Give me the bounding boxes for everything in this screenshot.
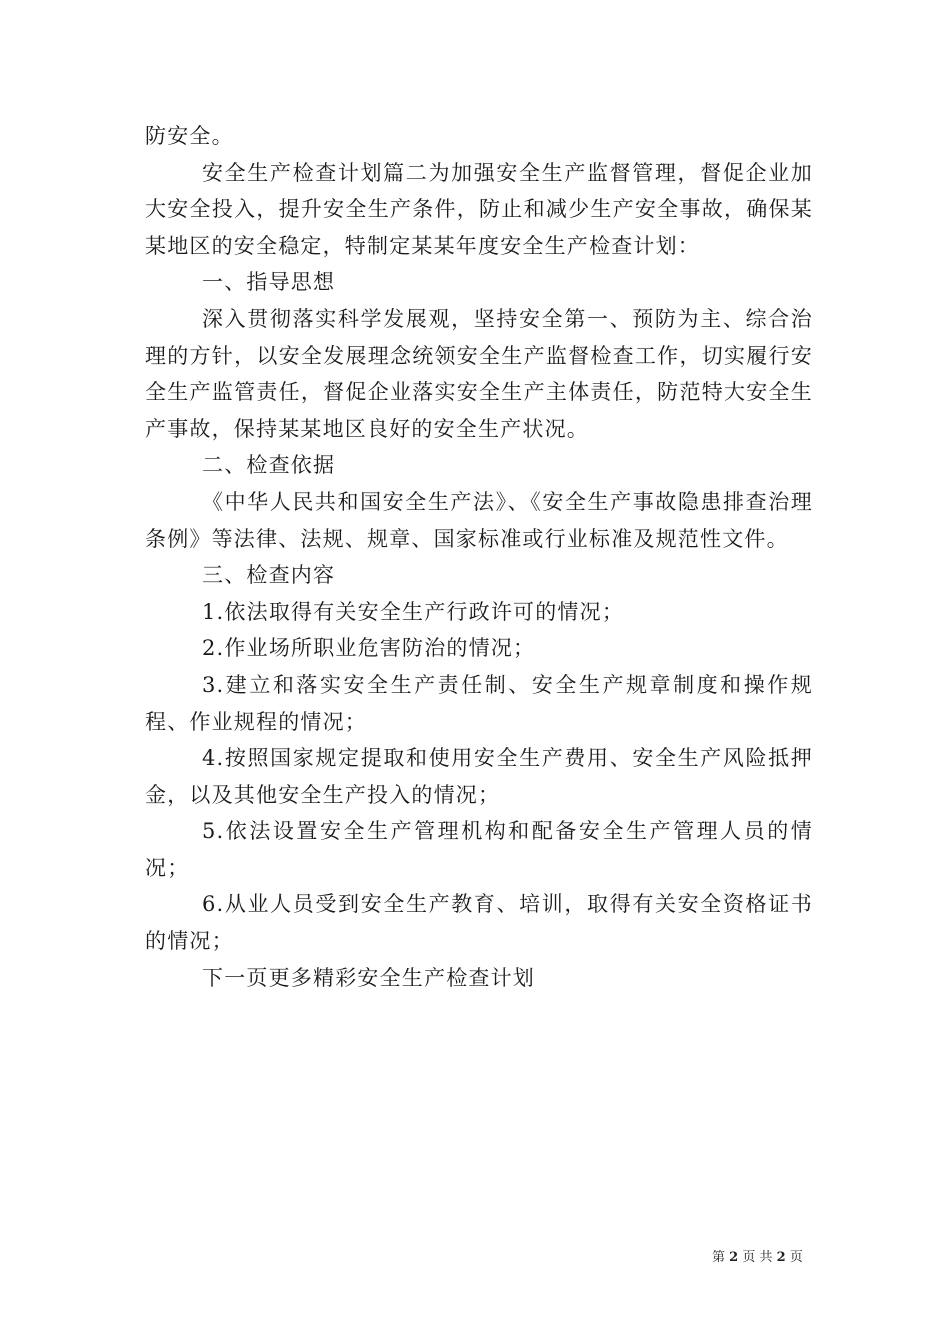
paragraph: 《中华人民共和国安全生产法》、《安全生产事故隐患排查治理条例》等法律、法规、规章、国家标准或行业标准及规范性文件。 (145, 489, 813, 551)
footer-middle: 页 共 (742, 1250, 773, 1265)
section-heading: 二、检查依据 (202, 453, 336, 478)
page-number-footer (712, 1246, 803, 1265)
paragraph: 深入贯彻落实科学发展观，坚持安全第一、预防为主、综合治理的方针，以安全发展理念统领安全生产监督检查工作，切实履行安全生产监管责任，督促企业落实安全生产主体责任，防范特大安全生产事故，保持某某地区良好的安全生产状况。 (145, 306, 813, 441)
document-body (145, 118, 813, 996)
section-heading: 一、指导思想 (202, 270, 336, 295)
list-item: 5.依法设置安全生产管理机构和配备安全生产管理人员的情况； (145, 819, 813, 880)
footer-prefix: 第 (712, 1250, 726, 1265)
list-item: 3.建立和落实安全生产责任制、安全生产规章制度和操作规程、作业规程的情况； (145, 672, 813, 734)
section-heading: 三、检查内容 (202, 563, 336, 588)
paragraph: 防安全。 (145, 124, 234, 148)
current-page-number: 2 (729, 1250, 739, 1265)
paragraph: 安全生产检查计划篇二为加强安全生产监督管理，督促企业加大安全投入，提升安全生产条件，防止和减少生产安全事故，确保某某地区的安全稳定，特制定某某年度安全生产检查计划： (145, 160, 813, 258)
list-item: 1.依法取得有关安全生产行政许可的情况； (202, 599, 625, 624)
list-item: 4.按照国家规定提取和使用安全生产费用、安全生产风险抵押金，以及其他安全生产投入的情况； (145, 746, 813, 807)
list-item: 2.作业场所职业危害防治的情况； (202, 636, 536, 661)
total-pages-number: 2 (776, 1250, 786, 1265)
next-page-link-text: 下一页更多精彩安全生产检查计划 (202, 965, 535, 990)
list-item: 6.从业人员受到安全生产教育、培训，取得有关安全资格证书的情况； (145, 892, 813, 954)
footer-suffix: 页 (789, 1250, 803, 1265)
